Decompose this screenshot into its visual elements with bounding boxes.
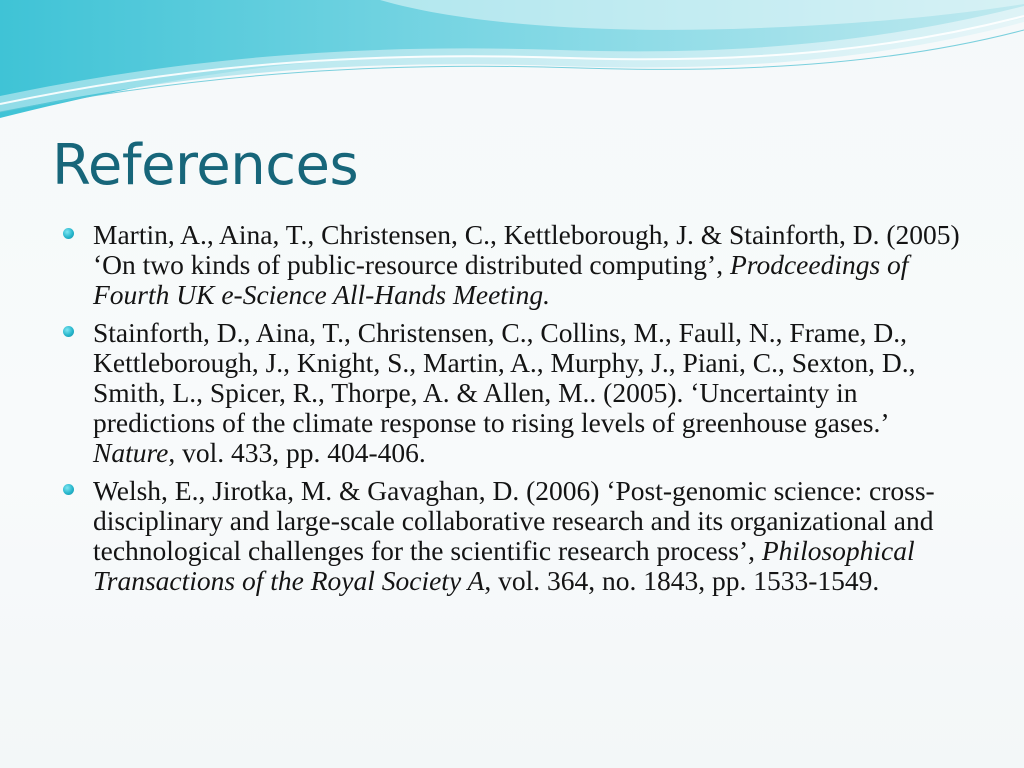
reference-segment: Stainforth, D., Aina, T., Christensen, C., Collins, M., Faull, N., Frame, D., Kettleborough, J., Knight, S., Martin, A., Murphy, J., Piani, C., Sexton, D., Smith, L., Spicer, R., Thorpe, A. & Allen, M.. (2005). ‘Uncertainty in predictions of the climate response to rising levels of greenhouse gases.’: [93, 317, 916, 438]
slide-title: References: [52, 133, 359, 198]
bullet-icon: [63, 326, 74, 337]
reference-segment: Martin, A., Aina, T., Christensen, C., Kettleborough, J. & Stainforth, D. (2005) ‘On two kinds of public-resource distributed computing’,: [93, 219, 960, 280]
reference-item: [60, 318, 970, 468]
reference-text: [93, 219, 960, 310]
bullet-icon: [63, 484, 74, 495]
reference-segment: , vol. 364, no. 1843, pp. 1533-1549.: [484, 565, 880, 596]
reference-source-title: Philosophical Transactions of the Royal Society A: [93, 535, 915, 596]
decorative-wave-header: [0, 0, 1024, 130]
reference-text: [93, 475, 935, 596]
reference-segment: , vol. 433, pp. 404-406.: [168, 437, 426, 468]
reference-list: [60, 220, 970, 604]
reference-text: [93, 317, 915, 468]
reference-source-title: Nature: [93, 437, 169, 468]
bullet-icon: [63, 228, 74, 239]
reference-source-title: Prodceedings of Fourth UK e-Science All-Hands Meeting.: [93, 249, 909, 310]
reference-item: [60, 220, 970, 310]
reference-item: [60, 476, 970, 596]
reference-segment: Welsh, E., Jirotka, M. & Gavaghan, D. (2006) ‘Post-genomic science: cross-disciplinary and large-scale collaborative research and its organizational and technological challenges for the scientific research process’,: [93, 475, 935, 566]
